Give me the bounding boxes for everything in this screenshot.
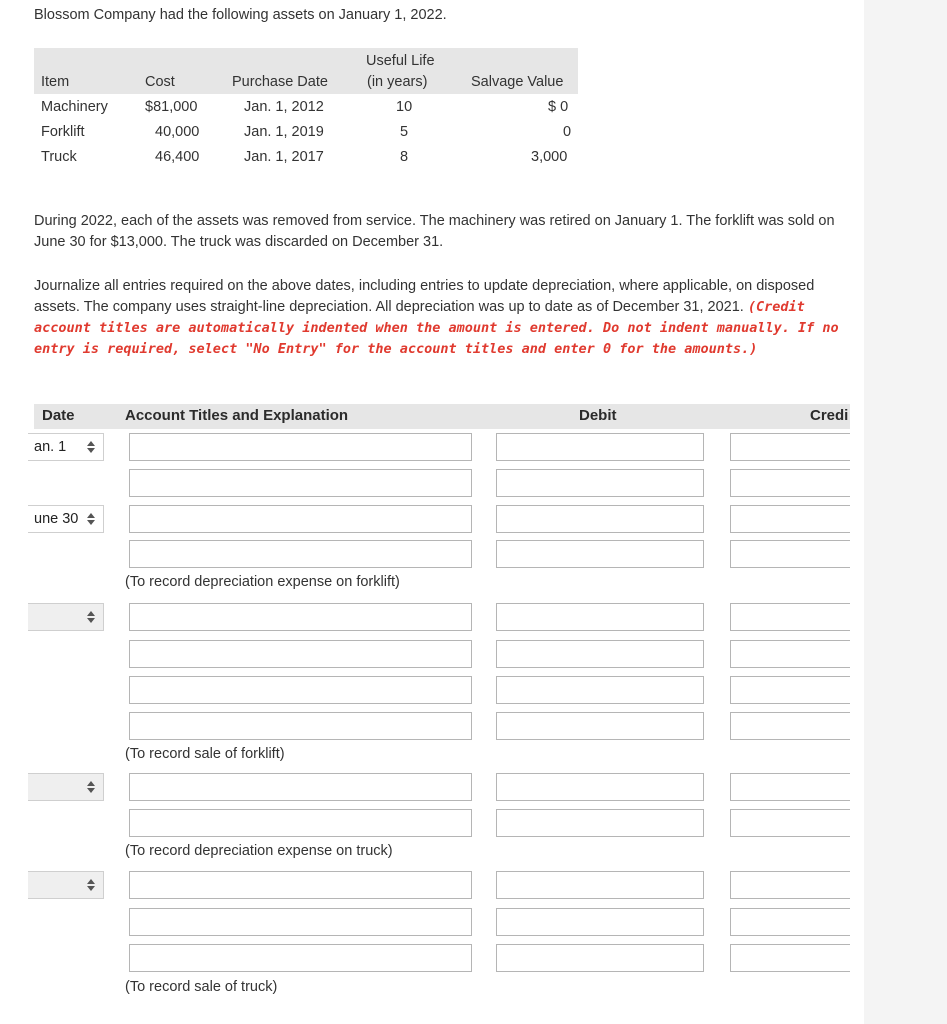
account-title-input[interactable]	[129, 540, 472, 568]
account-title-input[interactable]	[129, 809, 472, 837]
asset-item: Machinery	[41, 99, 108, 115]
asset-salvage: $ 0	[548, 99, 569, 115]
credit-input[interactable]	[730, 505, 850, 533]
date-select[interactable]	[28, 505, 104, 533]
credit-input[interactable]	[730, 871, 850, 899]
entry-note: (To record depreciation expense on truck)	[125, 843, 393, 859]
journal-row	[0, 944, 864, 972]
updown-arrow-icon	[87, 441, 95, 453]
date-select[interactable]	[28, 773, 104, 801]
date-select[interactable]	[28, 433, 104, 461]
debit-input[interactable]	[496, 712, 704, 740]
credit-input[interactable]	[730, 676, 850, 704]
asset-salvage: 0	[563, 124, 572, 140]
intro-text: Blossom Company had the following assets on January 1, 2022.	[34, 7, 447, 23]
header-salvage-value: Salvage Value	[471, 74, 564, 90]
asset-life: 8	[400, 149, 409, 165]
account-title-input[interactable]	[129, 944, 472, 972]
journal-row	[0, 712, 864, 740]
journal-row	[0, 505, 864, 533]
header-item: Item	[41, 74, 70, 90]
instructions-warning: (Credit account titles are automatically indented when the amount is entered. Do not indent manually. If no entry is required, select "No Entry" for the account titles and enter 0 for the amounts.)	[34, 299, 839, 357]
journal-row	[0, 469, 864, 497]
account-title-input[interactable]	[129, 433, 472, 461]
account-title-input[interactable]	[129, 871, 472, 899]
asset-item: Truck	[41, 149, 77, 165]
entry-note: (To record sale of truck)	[125, 979, 278, 995]
debit-input[interactable]	[496, 603, 704, 631]
credit-input[interactable]	[730, 809, 850, 837]
asset-date: Jan. 1, 2012	[244, 99, 324, 115]
header-debit: Debit	[579, 407, 617, 424]
account-title-input[interactable]	[129, 712, 472, 740]
asset-life: 5	[400, 124, 409, 140]
account-title-input[interactable]	[129, 676, 472, 704]
journal-row	[0, 871, 864, 899]
debit-input[interactable]	[496, 676, 704, 704]
date-select[interactable]	[28, 603, 104, 631]
debit-input[interactable]	[496, 540, 704, 568]
credit-input[interactable]	[730, 433, 850, 461]
journal-row	[0, 809, 864, 837]
debit-input[interactable]	[496, 871, 704, 899]
asset-cost: 40,000	[155, 124, 200, 140]
journal-row	[0, 676, 864, 704]
asset-life: 10	[396, 99, 413, 115]
debit-input[interactable]	[496, 908, 704, 936]
debit-input[interactable]	[496, 640, 704, 668]
header-account-titles: Account Titles and Explanation	[125, 407, 349, 424]
header-cost: Cost	[145, 74, 175, 90]
account-title-input[interactable]	[129, 603, 472, 631]
updown-arrow-icon	[87, 513, 95, 525]
credit-input[interactable]	[730, 603, 850, 631]
instructions-text: Journalize all entries required on the above dates, including entries to update depreciation, where applicable, on disposed assets. The company uses straight-line depreciation. All depreciation was up to date as of December 31, 2021.	[34, 278, 815, 315]
header-purchase-date: Purchase Date	[232, 74, 328, 90]
date-select[interactable]	[28, 871, 104, 899]
header-useful-life: Useful Life	[366, 53, 435, 69]
header-credit: Credi	[810, 407, 849, 424]
credit-input[interactable]	[730, 773, 850, 801]
debit-input[interactable]	[496, 773, 704, 801]
debit-input[interactable]	[496, 469, 704, 497]
date-select-value: une 30	[34, 511, 79, 527]
asset-item: Forklift	[41, 124, 85, 140]
asset-cost: $81,000	[145, 99, 198, 115]
account-title-input[interactable]	[129, 908, 472, 936]
entry-note: (To record sale of forklift)	[125, 746, 285, 762]
credit-input[interactable]	[730, 640, 850, 668]
date-select-value: an. 1	[34, 439, 67, 455]
account-title-input[interactable]	[129, 469, 472, 497]
entry-note: (To record depreciation expense on forklift)	[125, 574, 400, 590]
journal-row	[0, 433, 864, 461]
credit-input[interactable]	[730, 908, 850, 936]
credit-input[interactable]	[730, 712, 850, 740]
account-title-input[interactable]	[129, 505, 472, 533]
updown-arrow-icon	[87, 611, 95, 623]
debit-input[interactable]	[496, 433, 704, 461]
asset-cost: 46,400	[155, 149, 200, 165]
scenario-paragraph: During 2022, each of the assets was removed from service. The machinery was retired on January 1. The forklift was sold on June 30 for $13,000. The truck was discarded on December 31.	[34, 213, 835, 250]
asset-salvage: 3,000	[531, 149, 568, 165]
debit-input[interactable]	[496, 809, 704, 837]
asset-date: Jan. 1, 2017	[244, 149, 324, 165]
asset-date: Jan. 1, 2019	[244, 124, 324, 140]
journal-row	[0, 640, 864, 668]
debit-input[interactable]	[496, 505, 704, 533]
account-title-input[interactable]	[129, 773, 472, 801]
instructions-paragraph	[34, 276, 846, 360]
header-useful-life-units: (in years)	[367, 74, 428, 90]
journal-row	[0, 773, 864, 801]
journal-row	[0, 540, 864, 568]
journal-row	[0, 908, 864, 936]
account-title-input[interactable]	[129, 640, 472, 668]
credit-input[interactable]	[730, 944, 850, 972]
credit-input[interactable]	[730, 469, 850, 497]
updown-arrow-icon	[87, 781, 95, 793]
journal-row	[0, 603, 864, 631]
debit-input[interactable]	[496, 944, 704, 972]
header-date: Date	[42, 407, 75, 424]
updown-arrow-icon	[87, 879, 95, 891]
credit-input[interactable]	[730, 540, 850, 568]
